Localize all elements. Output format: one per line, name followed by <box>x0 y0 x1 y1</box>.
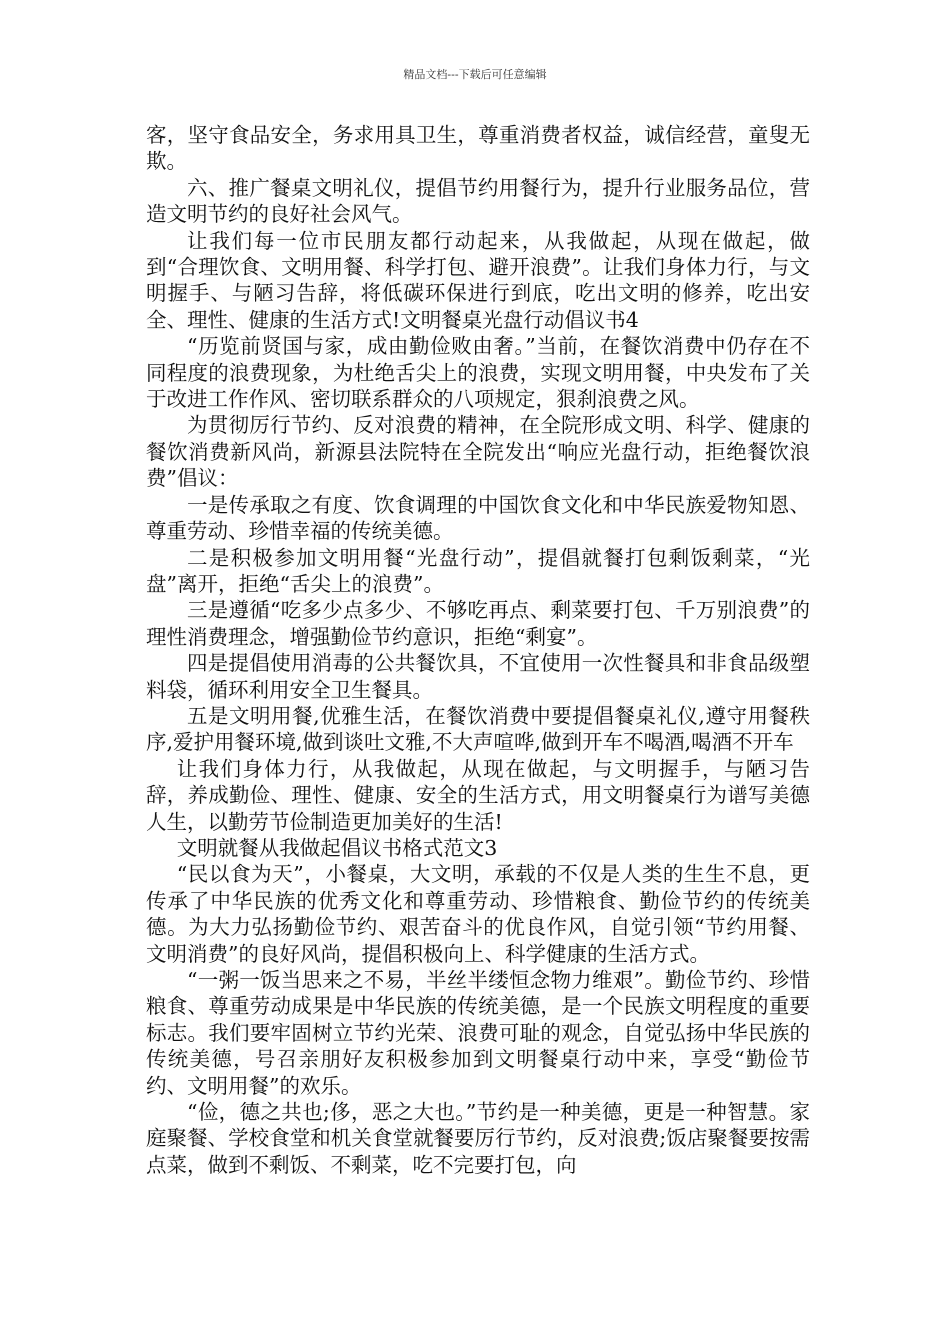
paragraph: 三是遵循“吃多少点多少、不够吃再点、剩菜要打包、千万别浪费”的理性消费理念，增强勤俭节约意识，拒绝“剩宴”。 <box>146 598 810 649</box>
paragraph: 文明就餐从我做起倡议书格式范文3 <box>176 835 498 860</box>
paragraph: 让我们身体力行，从我做起，从现在做起，与文明握手，与陋习告辞，养成勤俭、理性、健康、安全的生活方式，用文明餐桌行为谱写美德人生，以勤劳节俭制造更加美好的生活! <box>146 756 810 834</box>
paragraph: 五是文明用餐,优雅生活，在餐饮消费中要提倡餐桌礼仪,遵守用餐秩序,爱护用餐环境,做到谈吐文雅,不大声喧哗,做到开车不喝酒,喝酒不开车 <box>146 703 810 755</box>
paragraph: “历览前贤国与家，成由勤俭败由奢。”当前，在餐饮消费中仍存在不同程度的浪费现象，为杜绝舌尖上的浪费，实现文明用餐，中央发布了关于改进工作作风、密切联系群众的八项规定，狠刹浪费之风。 <box>146 334 810 412</box>
paragraph: 四是提倡使用消毒的公共餐饮具，不宜使用一次性餐具和非食品级塑料袋，循环利用安全卫生餐具。 <box>146 651 810 702</box>
document-body <box>146 122 810 1178</box>
paragraph: “民以食为天”，小餐桌，大文明，承载的不仅是人类的生生不息，更传承了中华民族的优秀文化和尊重劳动、珍惜粮食、勤俭节约的传统美德。为大力弘扬勤俭节约、艰苦奋斗的优良作风，自觉引领“节约用餐、文明消费”的良好风尚，提倡积极向上、科学健康的生活方式。 <box>146 862 810 966</box>
paragraph: 六、推广餐桌文明礼仪，提倡节约用餐行为，提升行业服务品位，营造文明节约的良好社会风气。 <box>146 175 810 227</box>
page-header: 精品文档---下载后可任意编辑 <box>403 68 547 81</box>
paragraph: “一粥一饭当思来之不易，半丝半缕恒念物力维艰”。勤俭节约、珍惜粮食、尊重劳动成果是中华民族的传统美德，是一个民族文明程度的重要标志。我们要牢固树立节约光荣、浪费可耻的观念，自觉弘扬中华民族的传统美德，号召亲朋好友积极参加到文明餐桌行动中来，享受“勤俭节约、文明用餐”的欢乐。 <box>146 968 810 1098</box>
paragraph: 二是积极参加文明用餐“光盘行动”，提倡就餐打包剩饭剩菜，“光盘”离开，拒绝“舌尖上的浪费”。 <box>146 545 810 596</box>
paragraph: 为贯彻厉行节约、反对浪费的精神，在全院形成文明、科学、健康的餐饮消费新风尚，新源县法院特在全院发出“响应光盘行动，拒绝餐饮浪费”倡议： <box>146 413 810 491</box>
paragraph: 一是传承取之有度、饮食调理的中国饮食文化和中华民族爱物知恩、尊重劳动、珍惜幸福的传统美德。 <box>146 492 810 544</box>
paragraph: 客，坚守食品安全，务求用具卫生，尊重消费者权益，诚信经营，童叟无欺。 <box>146 123 810 174</box>
paragraph: “俭，德之共也;侈，恶之大也。”节约是一种美德，更是一种智慧。家庭聚餐、学校食堂和机关食堂就餐要厉行节约，反对浪费;饭店聚餐要按需点菜，做到不剩饭、不剩菜，吃不完要打包，向 <box>146 1100 810 1177</box>
paragraph: 让我们每一位市民朋友都行动起来，从我做起，从现在做起，做到“合理饮食、文明用餐、科学打包、避开浪费”。让我们身体力行，与文明握手、与陋习告辞，将低碳环保进行到底，吃出文明的修养，吃出安全、理性、健康的生活方式!文明餐桌光盘行动倡议书4 <box>146 228 810 332</box>
